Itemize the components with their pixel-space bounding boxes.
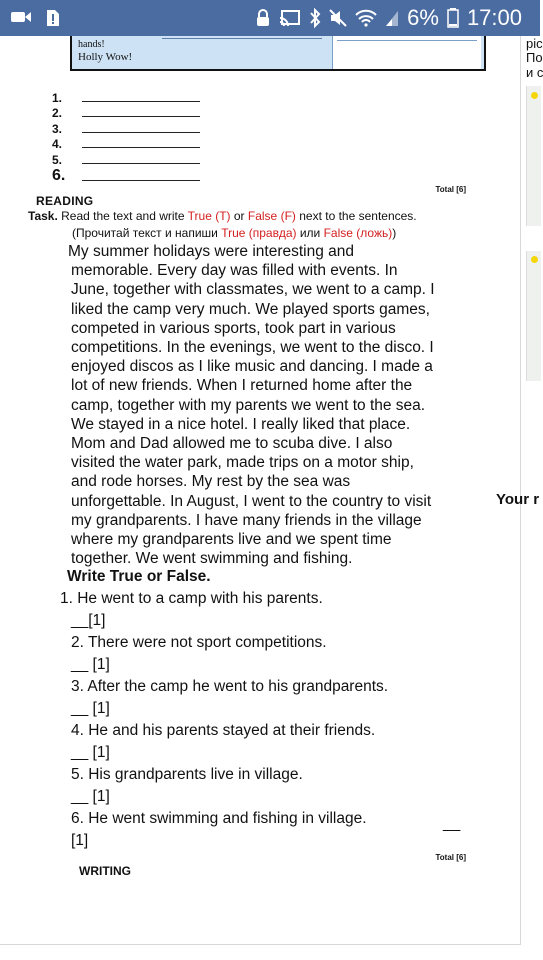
answer-6-blank: __ (443, 815, 461, 832)
chat-line-2: Holly Wow! (78, 51, 133, 63)
answer-blank (82, 101, 200, 102)
reading-passage (68, 242, 468, 568)
cast-icon (279, 9, 301, 27)
passage-line: liked the camp very much. We played sports games, (71, 300, 430, 318)
battery-percent: 6% (407, 5, 439, 30)
question-4: 4. He and his parents stayed at their friends. (71, 722, 376, 739)
side-page-marker-1 (531, 92, 538, 99)
question-1: 1. He went to a camp with his parents. (60, 590, 323, 607)
total-score-2: Total [6] (435, 853, 466, 862)
task-instruction-russian (72, 226, 396, 240)
video-icon (10, 9, 32, 25)
passage-line: where my grandparents live and we spent time (71, 531, 392, 549)
chat-reply-box (332, 36, 481, 69)
task-ru-true: True (правда) (221, 226, 297, 240)
signal-icon (385, 9, 399, 27)
passage-line: unforgettable. In August, I went to the country to visit (71, 492, 432, 510)
passage-line: Mom and Dad allowed me to scuba dive. I also (71, 435, 393, 453)
answer-2: __ [1] (71, 656, 110, 673)
side-page-marker-2 (531, 256, 538, 263)
passage-line: competed in various sports, took part in various (71, 319, 396, 337)
answer-number: 5. (52, 153, 63, 167)
answer-number: 1. (52, 91, 63, 105)
side-page-image-1 (526, 86, 541, 226)
task-false: False (F) (247, 209, 296, 223)
answer-line-2 (52, 106, 62, 120)
passage-line: competitions. In the evenings, we went to the disco. I (71, 339, 434, 357)
task-text-1: Read the text and write (57, 209, 188, 223)
side-page-heading: Your r (496, 491, 540, 508)
status-right (255, 5, 522, 31)
side-page-text-1: pic (526, 36, 543, 51)
passage-line: lot of new friends. When I returned home after the (71, 377, 413, 395)
task-ru-or: или (296, 226, 324, 240)
answer-blank (82, 180, 200, 181)
answer-line-6 (52, 167, 65, 185)
task-ru-open: (Прочитай текст и напиши (72, 226, 222, 240)
question-3: 3. After the camp he went to his grandparents. (71, 678, 389, 695)
lock-rotate-icon (255, 9, 271, 27)
answer-line-1 (52, 91, 62, 105)
answer-number: 4. (52, 137, 63, 151)
passage-line: together. We went swimming and fishing. (71, 550, 353, 568)
question-5: 5. His grandparents live in village. (71, 766, 303, 783)
task-text-2: next to the sentences. (295, 209, 417, 223)
answer-5: __ [1] (71, 788, 110, 805)
answer-6: [1] (71, 832, 89, 849)
side-page-image-2 (526, 251, 541, 381)
document-page (0, 36, 521, 945)
task-or: or (230, 209, 248, 223)
answer-1: __[1] (71, 612, 106, 629)
banner-rule (162, 38, 322, 39)
chat-line-1: hands! (78, 39, 105, 50)
answer-number: 3. (52, 122, 63, 136)
passage-line: memorable. Every day was filled with events. In (71, 262, 398, 280)
answer-line-5 (52, 153, 62, 167)
answer-blank (82, 163, 200, 164)
passage-line: We stayed in a nice hotel. I really liked that place. (71, 415, 411, 433)
task-ru-false: False (ложь) (323, 226, 393, 240)
reading-heading: READING (36, 194, 94, 208)
question-2: 2. There were not sport competitions. (71, 634, 327, 651)
side-page-text-2: По (526, 50, 543, 65)
answer-blank (82, 132, 200, 133)
answer-line-4 (52, 137, 62, 151)
exercise-title: Write True or False. (67, 568, 211, 585)
passage-line: camp, together with my parents we went to the sea. (71, 396, 426, 414)
document-viewer[interactable] (0, 36, 543, 960)
passage-line: and rode horses. My rest by the sea was (71, 473, 351, 491)
answer-4: __ [1] (71, 744, 110, 761)
sim-alert-icon (46, 9, 60, 27)
passage-line: June, together with classmates, we went to a camp. I (71, 281, 435, 299)
passage-line: My summer holidays were interesting and (68, 243, 355, 260)
status-left-icons (10, 9, 60, 27)
task-label: Task. (28, 209, 58, 223)
clock: 17:00 (466, 5, 522, 30)
task-true: True (T) (187, 209, 231, 223)
answer-blank (82, 147, 200, 148)
wifi-icon (355, 9, 377, 27)
battery-icon (447, 8, 459, 28)
mute-icon (329, 9, 347, 27)
bluetooth-icon (309, 8, 321, 28)
task-ru-close: ) (392, 226, 397, 240)
passage-line: enjoyed discos as I like music and dancing. I made a (71, 358, 433, 376)
answer-line-3 (52, 122, 62, 136)
total-score-1: Total [6] (435, 185, 466, 194)
question-6: 6. He went swimming and fishing in village. (71, 810, 367, 827)
answer-blank (82, 116, 200, 117)
answer-number: 2. (52, 106, 63, 120)
banner-box-rule (337, 40, 477, 41)
side-page-text-3: и с (526, 65, 543, 80)
passage-line: my grandparents. I have many friends in the village (71, 511, 422, 529)
status-bar (0, 0, 540, 36)
writing-heading: WRITING (79, 864, 131, 878)
answer-number: 6. (52, 167, 66, 184)
chat-illustration (70, 36, 486, 71)
task-instruction (28, 209, 417, 223)
answer-3: __ [1] (71, 700, 110, 717)
passage-line: visited the water park, made trips on a motor ship, (71, 454, 414, 472)
